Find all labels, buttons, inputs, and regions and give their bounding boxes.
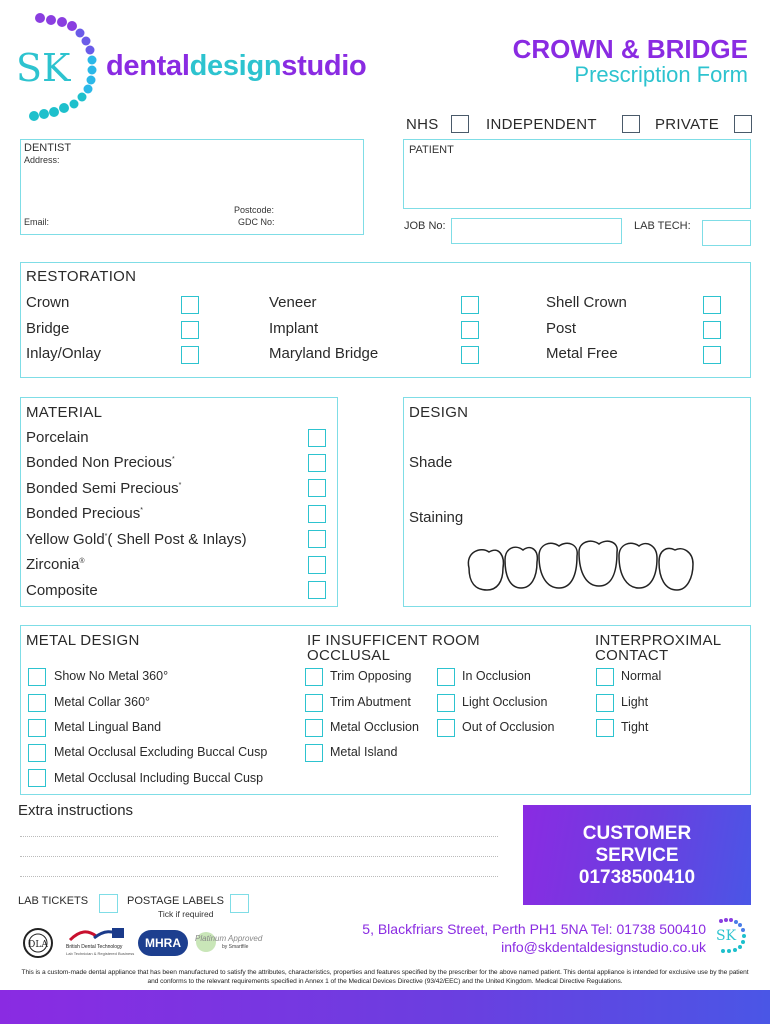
material-composite-label: Composite — [26, 582, 98, 599]
material-bonded-precious-label: Bonded Precious* — [26, 505, 143, 522]
contact-address: 5, Blackfriars Street, Perth PH1 5NA Tel: 01738 500410 — [362, 921, 706, 937]
contact-tight-checkbox[interactable] — [596, 719, 614, 737]
tooth-icon — [579, 541, 617, 586]
material-bonded-precious-checkbox[interactable] — [308, 505, 326, 523]
metal-design-lingual-band-label: Metal Lingual Band — [54, 720, 162, 734]
brand-name-part2: design — [189, 50, 282, 82]
sk-badge — [711, 917, 749, 955]
bdt-logo-line2: Lab Technician & Registered Business — [66, 951, 135, 956]
restoration-veneer-label: Veneer — [269, 294, 317, 311]
in-occlusion-label: In Occlusion — [462, 669, 531, 683]
nhs-checkbox[interactable] — [451, 115, 469, 133]
metal-design-excluding-buccal-label: Metal Occlusal Excluding Buccal Cusp — [54, 745, 268, 759]
material-zirconia-label: Zirconia® — [26, 556, 85, 573]
bdt-logo — [66, 926, 135, 960]
metal-design-including-buccal-checkbox[interactable] — [28, 769, 46, 787]
material-zirconia-checkbox[interactable] — [308, 556, 326, 574]
extra-instructions-line-2[interactable] — [20, 856, 498, 857]
mhra-logo-text: MHRA — [145, 936, 181, 950]
material-bonded-semi-precious-label: Bonded Semi Precious* — [26, 480, 182, 497]
shade-label[interactable]: Shade — [409, 454, 453, 471]
lab-tech-label: LAB TECH: — [634, 220, 691, 232]
restoration-shell-crown-checkbox[interactable] — [703, 296, 721, 314]
contact-light-checkbox[interactable] — [596, 694, 614, 712]
patient-box[interactable] — [403, 139, 751, 209]
lab-tickets-label: LAB TICKETS — [18, 895, 89, 907]
restoration-shell-crown-label: Shell Crown — [546, 294, 627, 311]
staining-label[interactable]: Staining — [409, 509, 464, 526]
restoration-crown-checkbox[interactable] — [181, 296, 199, 314]
customer-service-title-line1: CUSTOMER — [582, 823, 692, 844]
out-of-occlusion-checkbox[interactable] — [437, 719, 455, 737]
form-subtitle: Prescription Form — [574, 62, 748, 87]
independent-label: INDEPENDENT — [486, 116, 597, 133]
trim-abutment-checkbox[interactable] — [305, 694, 323, 712]
trim-opposing-checkbox[interactable] — [305, 668, 323, 686]
light-occlusion-label: Light Occlusion — [462, 695, 548, 709]
light-occlusion-checkbox[interactable] — [437, 694, 455, 712]
metal-design-lingual-band-checkbox[interactable] — [28, 719, 46, 737]
restoration-inlay-label: Inlay/Onlay — [26, 345, 102, 362]
restoration-implant-label: Implant — [269, 320, 319, 337]
lab-tickets-checkbox[interactable] — [99, 894, 118, 913]
contact-normal-checkbox[interactable] — [596, 668, 614, 686]
restoration-veneer-checkbox[interactable] — [461, 296, 479, 314]
svg-text:DLA: DLA — [28, 940, 48, 950]
contact-tight-label: Tight — [621, 720, 649, 734]
material-composite-checkbox[interactable] — [308, 581, 326, 599]
brand-name-part3: studio — [281, 50, 367, 82]
job-number-field[interactable] — [451, 218, 622, 244]
sk-badge-text: SK — [716, 928, 737, 944]
restoration-bridge-checkbox[interactable] — [181, 321, 199, 339]
email-label: Email: — [24, 217, 50, 227]
metal-design-metal-collar-checkbox[interactable] — [28, 694, 46, 712]
bdt-logo-line1: British Dental Technology — [66, 944, 123, 950]
platinum-approved-line1: Platinum Approved — [195, 934, 263, 943]
restoration-maryland-checkbox[interactable] — [461, 346, 479, 364]
patient-label: PATIENT — [409, 144, 454, 156]
platinum-approved-line2: by Smartfile — [222, 944, 249, 950]
metal-design-heading: METAL DESIGN — [26, 632, 140, 649]
address-label: Address: — [24, 155, 60, 165]
trim-abutment-label: Trim Abutment — [330, 695, 411, 709]
tick-if-required-note: Tick if required — [158, 909, 214, 919]
material-bonded-non-precious-label: Bonded Non Precious* — [26, 454, 175, 471]
metal-design-show-no-metal-label: Show No Metal 360° — [54, 669, 169, 683]
metal-design-show-no-metal-checkbox[interactable] — [28, 668, 46, 686]
extra-instructions-line-1[interactable] — [20, 836, 498, 837]
teeth-diagram[interactable] — [463, 538, 703, 596]
job-number-label: JOB No: — [404, 220, 446, 232]
trim-opposing-label: Trim Opposing — [330, 669, 412, 683]
restoration-maryland-label: Maryland Bridge — [269, 345, 379, 362]
customer-service-phone[interactable]: 01738500410 — [578, 867, 696, 888]
nhs-label: NHS — [406, 116, 439, 133]
restoration-metal-free-checkbox[interactable] — [703, 346, 721, 364]
contact-light-label: Light — [621, 695, 649, 709]
legal-disclaimer: This is a custom-made dental appliance that has been manufactured to satisfy the attributes, characteristics, properties and features specified by the prescriber for the above named patient. This dental appliance is intended for exclusive use by the patient and conforms to the relevant requirements specified in Annex 1 of the Medical Devices Directive (93/42/EEC) and the United Kingdom. Medical Directive Regulations. — [21, 969, 749, 985]
bdt-flag-icon — [66, 926, 132, 946]
restoration-metal-free-label: Metal Free — [546, 345, 618, 362]
postcode-label: Postcode: — [234, 205, 275, 215]
dla-logo-icon — [18, 926, 58, 960]
interproximal-subheading: CONTACT — [595, 647, 669, 664]
brand-name-part1: dental — [106, 50, 190, 82]
mhra-logo — [138, 930, 188, 956]
metal-design-excluding-buccal-checkbox[interactable] — [28, 744, 46, 762]
postage-labels-checkbox[interactable] — [230, 894, 249, 913]
customer-service-title-line2: SERVICE — [595, 845, 679, 866]
metal-island-checkbox[interactable] — [305, 744, 323, 762]
material-heading: MATERIAL — [26, 404, 103, 421]
interproximal-heading: INTERPROXIMAL — [595, 632, 722, 649]
dentist-label: DENTIST — [24, 142, 72, 154]
restoration-crown-label: Crown — [26, 294, 70, 311]
contact-email[interactable]: info@skdentaldesignstudio.co.uk — [501, 939, 706, 955]
gdc-label: GDC No: — [238, 217, 275, 227]
design-heading: DESIGN — [409, 404, 469, 421]
restoration-bridge-label: Bridge — [26, 320, 70, 337]
extra-instructions-line-3[interactable] — [20, 876, 498, 877]
material-bonded-non-precious-checkbox[interactable] — [308, 454, 326, 472]
restoration-post-label: Post — [546, 320, 577, 337]
lab-tech-field[interactable] — [702, 220, 751, 246]
footer-gradient-bar — [0, 990, 770, 1024]
material-yellow-gold-label: Yellow Gold*( Shell Post & Inlays) — [26, 531, 247, 548]
private-label: PRIVATE — [655, 116, 720, 133]
customer-service-panel — [523, 805, 751, 905]
metal-design-metal-collar-label: Metal Collar 360° — [54, 695, 151, 709]
tooth-icon — [619, 543, 657, 588]
restoration-inlay-checkbox[interactable] — [181, 346, 199, 364]
metal-design-including-buccal-label: Metal Occlusal Including Buccal Cusp — [54, 771, 264, 785]
restoration-post-checkbox[interactable] — [703, 321, 721, 339]
in-occlusion-checkbox[interactable] — [437, 668, 455, 686]
material-porcelain-label: Porcelain — [26, 429, 89, 446]
metal-occlusion-label: Metal Occlusion — [330, 720, 419, 734]
material-porcelain-checkbox[interactable] — [308, 429, 326, 447]
metal-island-label: Metal Island — [330, 745, 398, 759]
restoration-heading: RESTORATION — [26, 268, 137, 285]
form-title: CROWN & BRIDGE — [512, 34, 748, 64]
out-of-occlusion-label: Out of Occlusion — [462, 720, 555, 734]
tooth-icon — [659, 549, 693, 591]
material-yellow-gold-checkbox[interactable] — [308, 530, 326, 548]
material-bonded-semi-precious-checkbox[interactable] — [308, 479, 326, 497]
independent-checkbox[interactable] — [622, 115, 640, 133]
metal-occlusion-checkbox[interactable] — [305, 719, 323, 737]
tooth-icon — [468, 550, 503, 590]
extra-instructions-label: Extra instructions — [18, 802, 134, 819]
brand-logo — [14, 8, 104, 126]
private-checkbox[interactable] — [734, 115, 752, 133]
platinum-approved-logo — [192, 926, 272, 958]
tooth-icon — [505, 547, 537, 588]
postage-labels-label: POSTAGE LABELS — [127, 895, 225, 907]
logo-initials: SK — [16, 46, 71, 90]
contact-normal-label: Normal — [621, 669, 662, 683]
dentist-box[interactable] — [20, 139, 364, 235]
insufficient-room-heading: IF INSUFFICENT ROOM — [307, 632, 480, 649]
restoration-implant-checkbox[interactable] — [461, 321, 479, 339]
tooth-icon — [539, 543, 577, 588]
insufficient-room-subheading: OCCLUSAL — [307, 647, 391, 664]
brand-name — [106, 50, 366, 83]
